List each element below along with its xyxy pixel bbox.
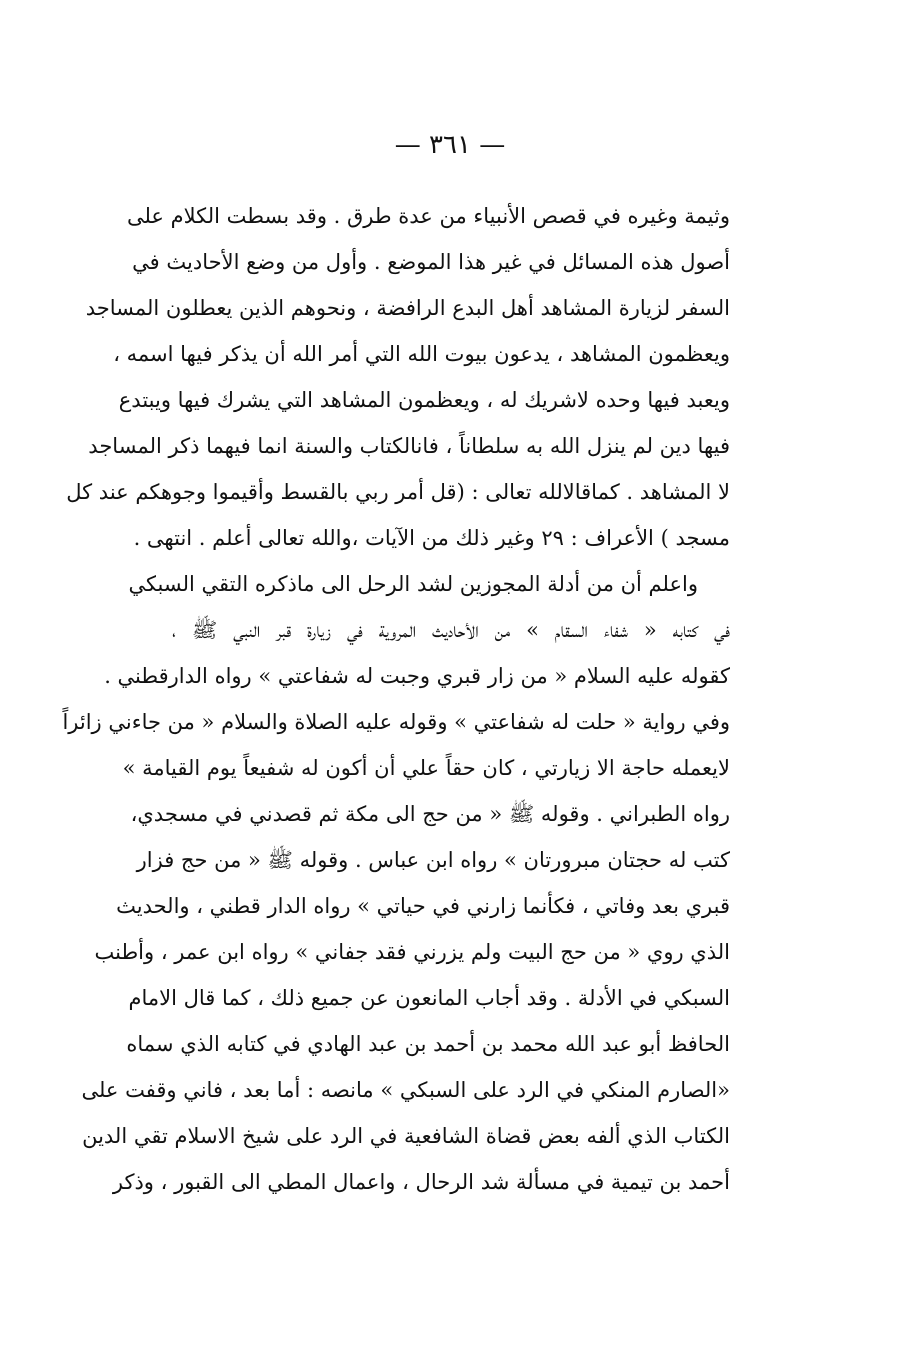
- text-line: أحمد بن تيمية في مسألة شد الرحال ، واعمال المطي الى القبور ، وذكر: [112, 1170, 730, 1194]
- text-line: الحافظ أبو عبد الله محمد بن أحمد بن عبد الهادي في كتابه الذي سماه: [126, 1032, 730, 1056]
- page-number: — ٣٦١ —: [394, 130, 506, 160]
- text-line: رواه الطبراني . وقوله ﷺ « من حج الى مكة ثم قصدني في مسجدي،: [130, 802, 730, 826]
- text-line: ويعبد فيها وحده لاشريك له ، ويعظمون المشاهد التي يشرك فيها ويبتدع: [118, 388, 730, 412]
- text-line: لايعمله حاجة الا زيارتي ، كان حقاً علي أن أكون له شفيعاً يوم القيامة »: [122, 756, 730, 780]
- paragraph-start-line: واعلم أن من أدلة المجوزين لشد الرحل الى ماذكره التقي السبكي: [128, 572, 698, 596]
- text-line: وثيمة وغيره في قصص الأنبياء من عدة طرق . وقد بسطت الكلام على: [126, 204, 730, 228]
- text-line: الكتاب الذي ألفه بعض قضاة الشافعية في الرد على شيخ الاسلام تقي الدين: [82, 1124, 730, 1148]
- text-line: الذي روي « من حج البيت ولم يزرني فقد جفاني » رواه ابن عمر ، وأطنب: [94, 940, 730, 964]
- text-line: السبكي في الأدلة . وقد أجاب المانعون عن جميع ذلك ، كما قال الامام: [128, 986, 730, 1010]
- text-line: لا المشاهد . كماقالالله تعالى : (قل أمر ربي بالقسط وأقيموا وجوهكم عند كل: [66, 480, 730, 504]
- text-line: أصول هذه المسائل في غير هذا الموضع . وأول من وضع الأحاديث في: [132, 250, 730, 274]
- text-line: فيها دين لم ينزل الله به سلطاناً ، فانالكتاب والسنة انما فيهما ذكر المساجد: [88, 434, 730, 458]
- text-line: قبري بعد وفاتي ، فكأنما زارني في حياتي » رواه الدار قطني ، والحديث: [116, 894, 730, 918]
- text-line: السفر لزيارة المشاهد أهل البدع الرافضة ، ونحوهم الذين يعطلون المساجد: [85, 296, 730, 320]
- text-line: «الصارم المنكي في الرد على السبكي » مانصه : أما بعد ، فاني وقفت على: [81, 1078, 730, 1102]
- body-text: [62, 193, 730, 1205]
- text-line: ويعظمون المشاهد ، يدعون بيوت الله التي أمر الله أن يذكر فيها اسمه ،: [113, 342, 730, 366]
- text-line: كقوله عليه السلام « من زار قبري وجبت له شفاعتي » رواه الدارقطني .: [104, 664, 730, 688]
- text-line: مسجد ) الأعراف : ٢٩ وغير ذلك من الآيات ،والله تعالى أعلم . انتهى .: [133, 526, 730, 550]
- text-line: في كتابه « شفاء السقام » من الأحاديث المروية في زيارة قبر النبي ﷺ ،: [172, 618, 730, 642]
- text-line: كتب له حجتان مبرورتان » رواه ابن عباس . وقوله ﷺ « من حج فزار: [136, 848, 730, 872]
- text-line: وفي رواية « حلت له شفاعتي » وقوله عليه الصلاة والسلام « من جاءني زائراً: [62, 710, 730, 734]
